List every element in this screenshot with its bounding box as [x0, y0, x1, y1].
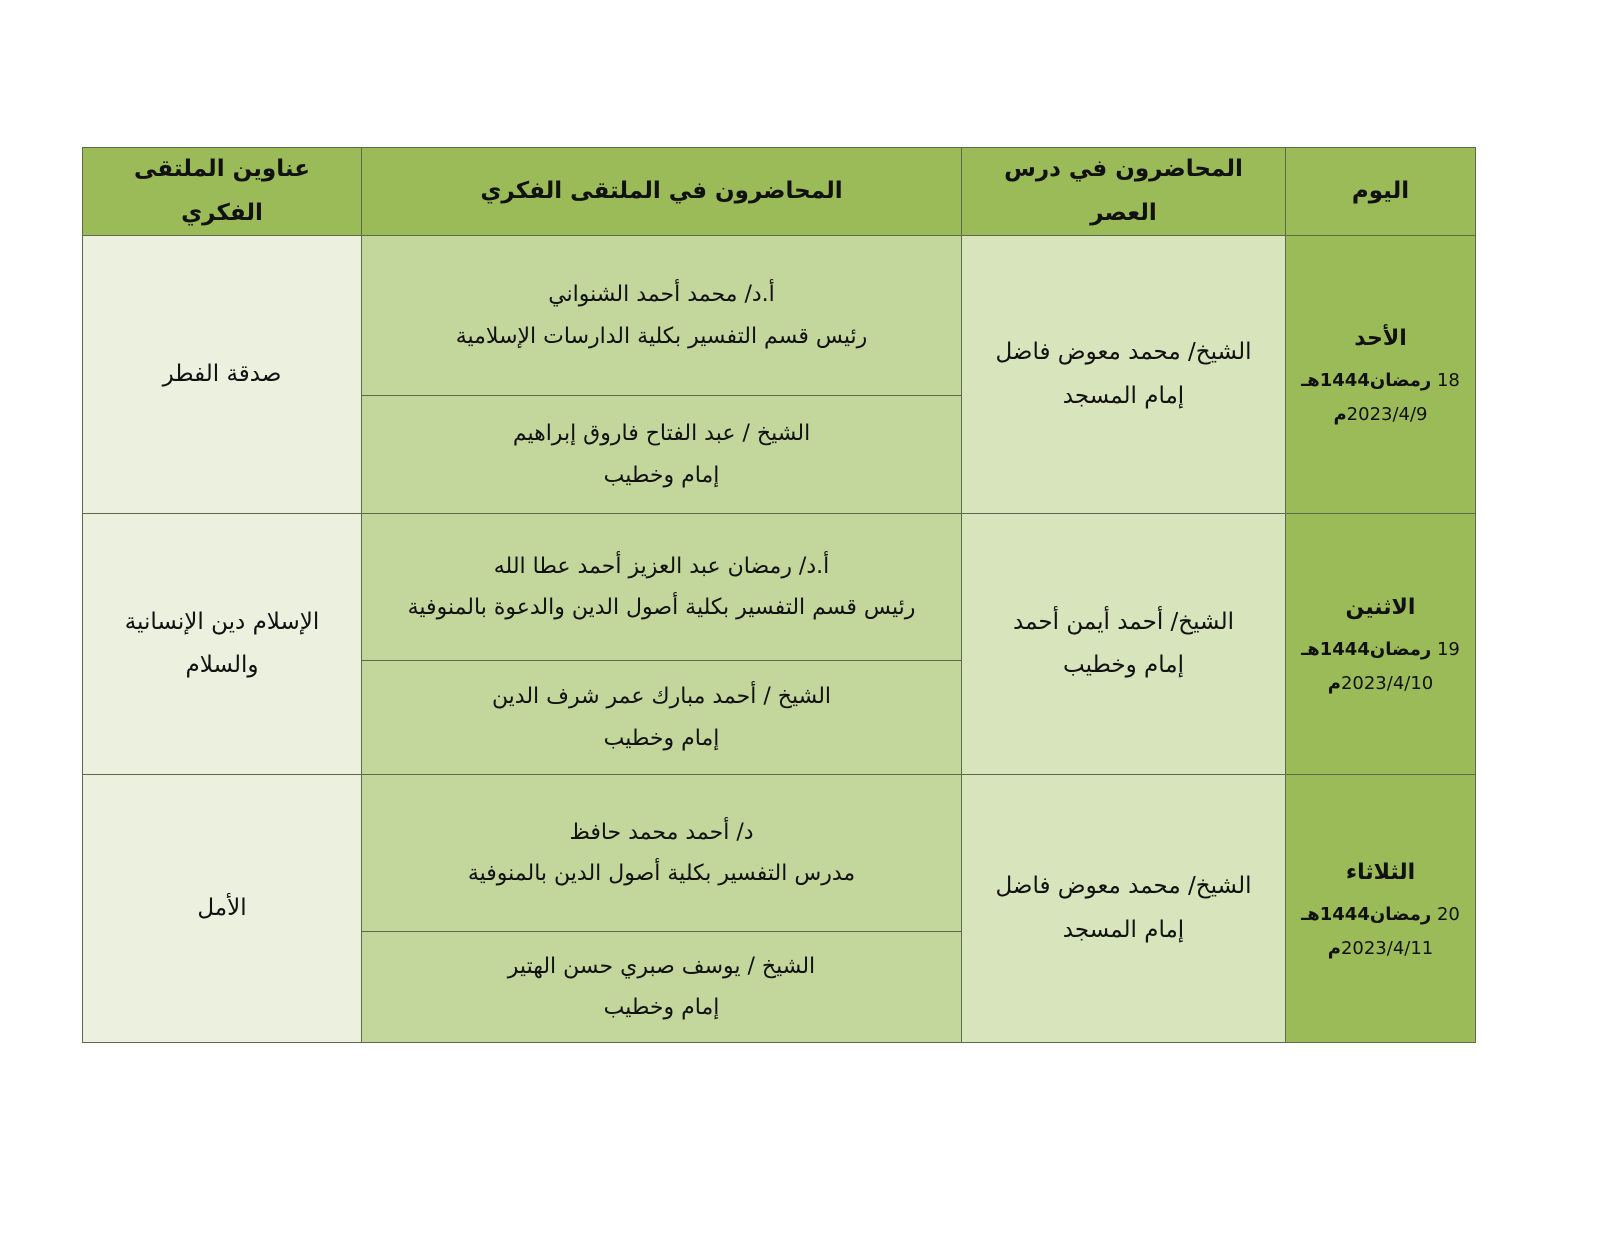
forum-lecturer-role: إمام وخطيب — [603, 462, 720, 488]
forum-title-line: صدقة الفطر — [162, 361, 282, 388]
day-cell — [1286, 236, 1476, 514]
hijri-date — [1296, 364, 1465, 398]
asr-lecturer-cell — [962, 236, 1286, 514]
asr-lecturer-name: الشيخ/ محمد معوض فاضل — [995, 873, 1252, 900]
gregorian-date-value: 2023/4/11 — [1340, 937, 1434, 959]
forum-lecturer-name: أ.د/ رمضان عبد العزيز أحمد عطا الله — [493, 553, 830, 579]
hijri-day: 19 — [1436, 639, 1460, 661]
header-day: اليوم — [1286, 148, 1476, 236]
hijri-date — [1296, 898, 1465, 932]
header-forum-lecturers: المحاضرون في الملتقى الفكري — [362, 148, 962, 236]
hijri-date — [1296, 633, 1465, 667]
table-row — [83, 236, 1476, 396]
gregorian-date-value: 2023/4/10 — [1340, 673, 1434, 695]
hijri-month: رمضان1444 — [1319, 639, 1432, 661]
forum-lecturer-name: الشيخ / عبد الفتاح فاروق إبراهيم — [512, 421, 811, 447]
header-row — [83, 148, 1476, 236]
hijri-suffix: هـ — [1301, 639, 1320, 661]
header-forum-titles: عناوين الملتقى الفكري — [83, 148, 362, 236]
forum-lecturer-role: رئيس قسم التفسير بكلية أصول الدين والدعوة بالمنوفية — [407, 595, 916, 621]
gregorian-date — [1296, 667, 1465, 701]
forum-title-cell — [83, 775, 362, 1043]
forum-title-line: الأمل — [197, 895, 247, 922]
hijri-suffix: هـ — [1301, 903, 1320, 925]
forum-lecturer-name: الشيخ / يوسف صبري حسن الهتير — [507, 953, 816, 979]
gregorian-suffix: م — [1333, 403, 1347, 425]
hijri-day: 20 — [1436, 903, 1460, 925]
forum-lecturer-name: د/ أحمد محمد حافظ — [569, 819, 754, 845]
day-name: الأحد — [1354, 325, 1407, 351]
forum-title-cell — [83, 236, 362, 514]
day-name: الاثنين — [1345, 595, 1416, 621]
forum-title-line: والسلام — [185, 652, 259, 679]
forum-lecturer-role: إمام وخطيب — [603, 995, 720, 1021]
day-cell — [1286, 775, 1476, 1043]
table-row — [83, 775, 1476, 932]
hijri-month: رمضان1444 — [1319, 369, 1432, 391]
forum-lecturer-cell — [362, 396, 962, 514]
forum-lecturer-cell — [362, 932, 962, 1043]
forum-lecturer-role: رئيس قسم التفسير بكلية الدارسات الإسلامية — [455, 323, 868, 349]
asr-lecturer-cell — [962, 775, 1286, 1043]
day-name: الثلاثاء — [1345, 859, 1416, 885]
asr-lecturer-cell — [962, 514, 1286, 775]
asr-lecturer-name: الشيخ/ محمد معوض فاضل — [995, 339, 1252, 366]
gregorian-suffix: م — [1327, 937, 1341, 959]
forum-lecturer-cell — [362, 514, 962, 661]
forum-lecturer-name: أ.د/ محمد أحمد الشنواني — [548, 282, 775, 308]
forum-lecturer-cell — [362, 775, 962, 932]
forum-lecturer-role: إمام وخطيب — [603, 725, 720, 751]
forum-lecturer-role: مدرس التفسير بكلية أصول الدين بالمنوفية — [467, 861, 856, 887]
forum-title-line: الإسلام دين الإنسانية — [124, 608, 320, 635]
ramadan-schedule-table — [82, 147, 1476, 1043]
hijri-suffix: هـ — [1301, 369, 1320, 391]
gregorian-suffix: م — [1327, 673, 1341, 695]
gregorian-date — [1296, 932, 1465, 966]
asr-lecturer-role: إمام المسجد — [1062, 382, 1185, 409]
header-asr-lecturers: المحاضرون في درس العصر — [962, 148, 1286, 236]
forum-lecturer-cell — [362, 661, 962, 775]
forum-lecturer-cell — [362, 236, 962, 396]
hijri-month: رمضان1444 — [1319, 903, 1432, 925]
asr-lecturer-name: الشيخ/ أحمد أيمن أحمد — [1013, 608, 1234, 635]
forum-title-cell — [83, 514, 362, 775]
table-row — [83, 514, 1476, 661]
day-cell — [1286, 514, 1476, 775]
hijri-day: 18 — [1436, 369, 1460, 391]
asr-lecturer-role: إمام المسجد — [1062, 916, 1185, 943]
gregorian-date — [1296, 398, 1465, 432]
asr-lecturer-role: إمام وخطيب — [1063, 652, 1184, 679]
forum-lecturer-name: الشيخ / أحمد مبارك عمر شرف الدين — [491, 684, 832, 710]
gregorian-date-value: 2023/4/9 — [1346, 403, 1428, 425]
